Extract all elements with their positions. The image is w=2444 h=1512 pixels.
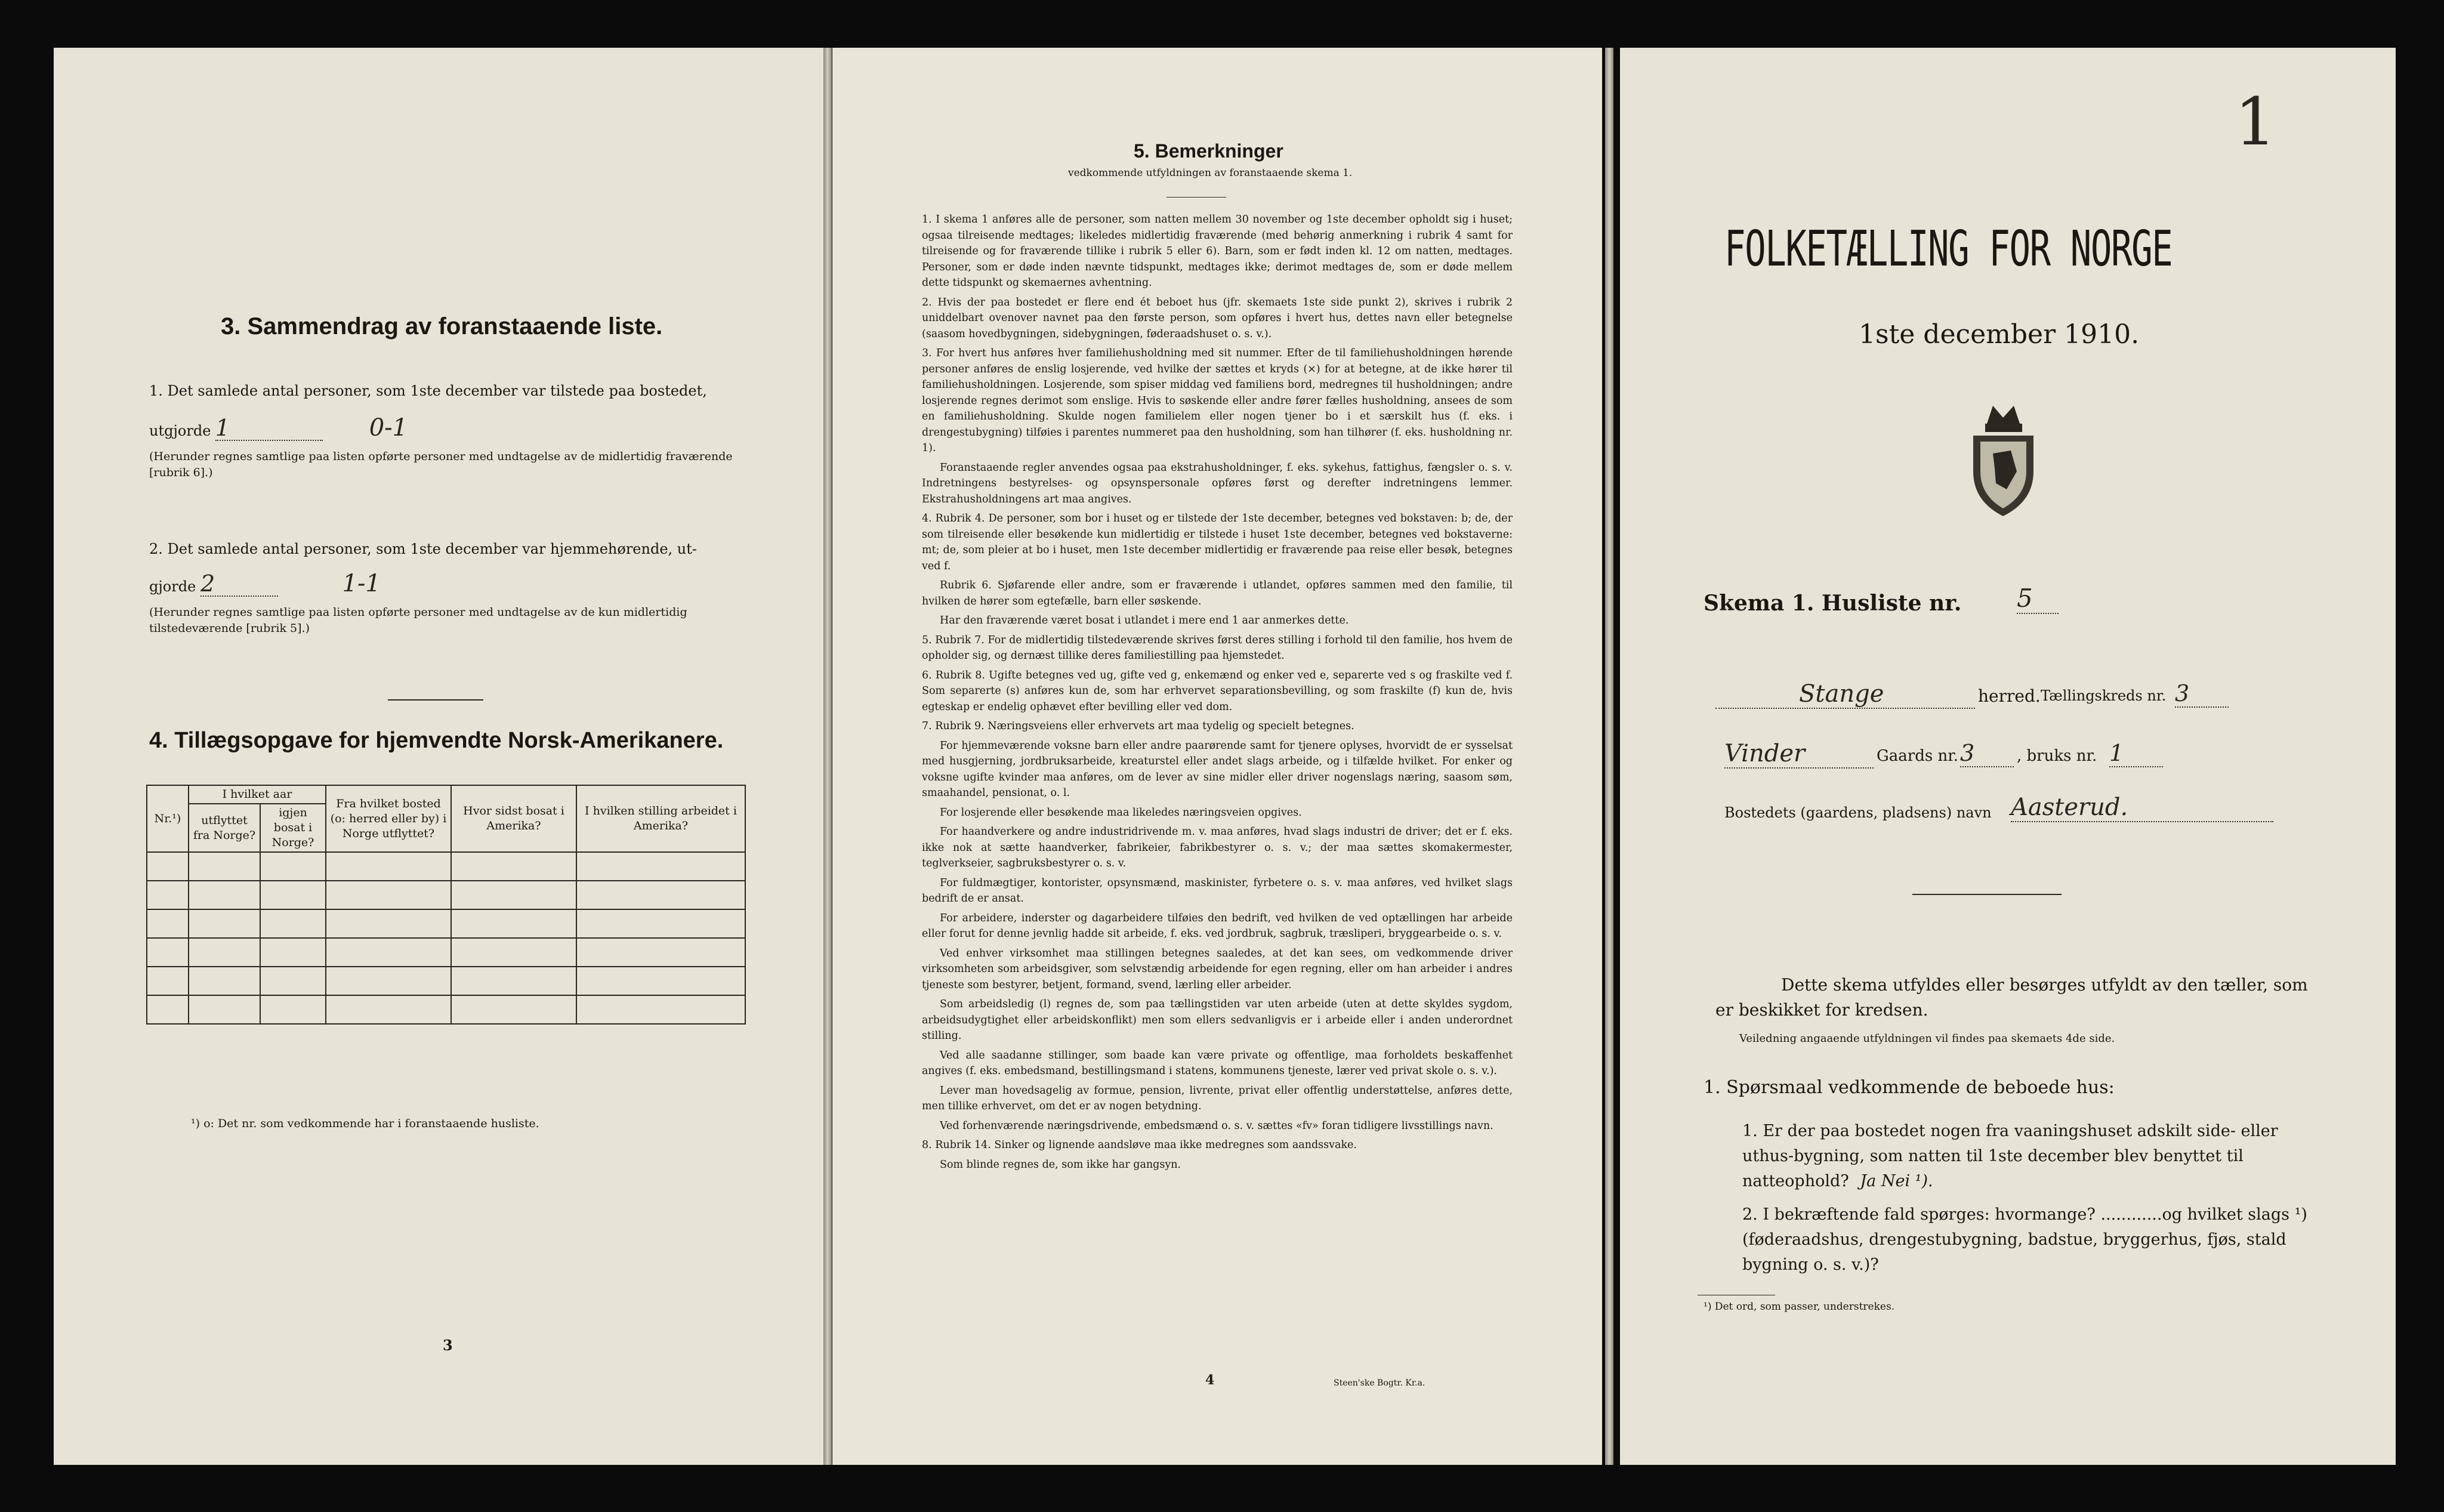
remark-item: Som blinde regnes de, som ikke har gangsyn. xyxy=(940,1158,1181,1171)
remark-item: 7. Rubrik 9. Næringsveiens eller erhvervets art maa tydelig og specielt betegnes. xyxy=(922,720,1354,732)
table-row xyxy=(147,938,745,967)
herred-label: herred. xyxy=(1978,686,2041,706)
question-heading: 1. Spørsmaal vedkommende de beboede hus: xyxy=(1704,1077,2115,1098)
section4-title: 4. Tillægsopgave for hjemvendte Norsk-Amerikanere. xyxy=(149,728,724,753)
guidance-text: Veiledning angaaende utfyldningen vil findes paa skemaets 4de side. xyxy=(1739,1032,2115,1045)
summary-q2-value[interactable]: 2 xyxy=(200,572,278,597)
gaards-value[interactable]: 3 xyxy=(1960,740,2014,767)
gaard-name-field[interactable]: Vinder xyxy=(1724,740,1874,769)
remark-item: Rubrik 6. Sjøfarende eller andre, som er fraværende i utlandet, opføres sammen med den familie, til hvilken de hører som egtefælle, barn eller søskende. xyxy=(922,579,1513,607)
remark-item: For arbeidere, inderster og dagarbeidere tilføies den bedrift, ved hvilken de ved optællingen har arbeide eller forut for denne jevnlig hadde sit arbeide, f. eks. ved jordbruk, sagbruk, træsliperi, bryggearbeide o. s. v. xyxy=(922,912,1513,940)
main-title: FOLKETÆLLING FOR NORGE xyxy=(1724,221,2173,277)
remarks-list xyxy=(922,212,1513,1176)
remark-item: 2. Hvis der paa bostedet er flere end ét beboet hus (jfr. skemaets 1ste side punkt 2), skrives i rubrik 2 uniddelbart ovenover navnet paa den første person, som opføres i hvert hus, dettes navn eller betegnelse (saasom hovedbygningen, sidebygningen, føderaadshuset o. s. v.). xyxy=(922,296,1513,340)
col-last-lived: Hvor sidst bosat i Amerika? xyxy=(451,785,576,852)
col-occupation: I hvilken stilling arbeidet i Amerika? xyxy=(576,785,745,852)
kreds-label: Tællingskreds nr. xyxy=(2041,687,2167,704)
schema-label: Skema 1. Husliste nr. xyxy=(1704,591,1962,616)
summary-q1-handwritten: 0-1 xyxy=(369,414,408,442)
remark-item: For fuldmægtiger, kontorister, opsynsmænd, maskinister, fyrbetere o. s. v. maa anføres, ved hvilket slags bedrift de er ansat. xyxy=(922,877,1513,905)
page-number-middle: 4 xyxy=(1205,1372,1215,1388)
remark-item: 4. Rubrik 4. De personer, som bor i huset og er tilstede der 1ste december, betegnes ved bokstaven: b; de, der som tilreisende eller besøkende kun midlertidig er tilstede i huset 1ste december, betegnes ved bokstaverne: mt; de, som pleier at bo i huset, men 1ste december midlertidig er fraværende paa reise eller besøk, betegnes ved f. xyxy=(922,513,1513,572)
table-row xyxy=(147,909,745,938)
census-date: 1ste december 1910. xyxy=(1859,319,2140,350)
book-spine xyxy=(1605,48,1613,1465)
question-2: 2. I bekræftende fald spørges: hvormange? ............og hvilket slags ¹) (føderaadshus, drengestubygning, badstue, bryggerhus, fjøs, stald bygning o. s. v.)? xyxy=(1742,1205,2307,1274)
remark-item: Lever man hovedsagelig av formue, pension, livrente, privat eller offentlig understøttelse, anføres dette, men tillike erhvervet, om det er av nogen betydning. xyxy=(922,1084,1513,1112)
question-1-answer[interactable]: Ja Nei ¹). xyxy=(1860,1172,1933,1190)
bruks-label: , bruks nr. xyxy=(2017,747,2097,765)
remark-item: Ved alle saadanne stillinger, som baade kan være private og offentlige, maa forholdets beskaffenhet angives (f. eks. embedsmand, bestillingsmand i statens, kommunens tjeneste, lærer ved privat skole o. s. v.). xyxy=(922,1049,1513,1077)
remark-item: 6. Rubrik 8. Ugifte betegnes ved ug, gifte ved g, enkemænd og enker ved e, separerte ved s og fraskilte ved f. Som separerte (s) anføres kun de, som har erhvervet separationsbevilling, og som fraskilte (f) kun de, hvis egteskap er endelig ophævet efter bevilling eller ved dom. xyxy=(922,669,1513,713)
remark-item: Som arbeidsledig (l) regnes de, som paa tællingstiden var uten arbeide (uten at dette skyldes sygdom, arbeidsudygtighet eller arbeidskonflikt) men som ellers sedvanligvis er i arbeide eller i anden underordnet stilling. xyxy=(922,998,1513,1042)
table-row xyxy=(147,995,745,1024)
question-1 xyxy=(1742,1119,2315,1194)
remark-item: For hjemmeværende voksne barn eller andre paarørende samt for tjenere oplyses, hvorvidt de er sysselsat med husgjerning, jordbruksarbeide, kreaturstel eller andet slags arbeide, og i tilfælde hvilket. For enker og voksne ugifte kvinder maa anføres, om de lever av sine midler eller driver nogenslags næring, saasom søm, smaahandel, pensionat, o. l. xyxy=(922,739,1513,799)
summary-q2-handwritten: 1-1 xyxy=(342,570,381,597)
summary-q1-note: (Herunder regnes samtlige paa listen opførte personer med undtagelse av de midlertidig fraværende [rubrik 6].) xyxy=(149,450,733,479)
col-returned: igjen bosat i Norge? xyxy=(260,804,326,852)
col-which-year: I hvilket aar xyxy=(189,785,326,804)
remarks-title: 5. Bemerkninger xyxy=(1134,140,1283,162)
gaards-label: Gaards nr. xyxy=(1877,747,1959,765)
divider xyxy=(388,699,483,701)
table-row xyxy=(147,881,745,909)
table-row xyxy=(147,852,745,881)
remark-item: Foranstaaende regler anvendes ogsaa paa ekstrahusholdninger, f. eks. sykehus, fattighus, fængsler o. s. v. Indretningens bestyrelses- og opsynspersonale opføres først og derefter indretningens lemmer. Ekstrahusholdningens art maa angives. xyxy=(922,461,1513,505)
corner-number: 1 xyxy=(2235,84,2276,160)
summary-q2-text: 2. Det samlede antal personer, som 1ste december var hjemmehørende, ut- xyxy=(149,541,697,557)
norsk-amerikaner-table xyxy=(146,785,746,1025)
herred-field[interactable]: Stange xyxy=(1715,680,1975,709)
ornament-divider xyxy=(1912,894,2062,895)
kreds-value[interactable]: 3 xyxy=(2175,680,2229,708)
section3-title: 3. Sammendrag av foranstaaende liste. xyxy=(221,313,663,340)
right-page xyxy=(1620,48,2396,1465)
summary-q1-text: 1. Det samlede antal personer, som 1ste december var tilstede paa bostedet, xyxy=(149,382,707,399)
remark-item: 3. For hvert hus anføres hver familiehusholdning med sit nummer. Efter de til familiehusholdningen hørende personer anføres de enslig losjerende, ved hvilke der sættes et kryds (×) for at betegne, at de ikke hører til familiehusholdningen. Losjerende, som spiser middag ved familiens bord, medregnes til husholdningen; andre losjerende regnes derimot som enslige. Hvis to søskende eller andre fører fælles husholdning, ansees de som en familiehusholdning. Skulde nogen familielem eller nogen tjener bo i et særskilt hus (f. eks. i drengestubygning) tilføies i parentes nummeret paa den husholdning, som han tilhører (f. eks. husholdning nr. 1). xyxy=(922,347,1513,454)
col-from-where: Fra hvilket bosted (o: herred eller by) i Norge utflyttet? xyxy=(326,785,451,852)
remarks-subtitle: vedkommende utfyldningen av foranstaaende skema 1. xyxy=(1068,167,1353,179)
book-spine xyxy=(823,48,832,1465)
remark-item: For losjerende eller besøkende maa likeledes næringsveien opgives. xyxy=(940,806,1302,819)
summary-q1-value[interactable]: 1 xyxy=(215,416,323,441)
remark-item: For haandverkere og andre industridrivende m. v. maa anføres, hvad slags industri de driver; det er f. eks. ikke nok at sætte haandverker, fabrikeier, fabrikbestyrer o. s. v.; der maa sættes skomakermester, teglverkseier, sagbruksbestyrer o. s. v. xyxy=(922,826,1513,869)
table-footnote: ¹) o: Det nr. som vedkommende har i foranstaaende husliste. xyxy=(191,1117,539,1130)
page-number-left: 3 xyxy=(443,1337,453,1354)
remark-item: 8. Rubrik 14. Sinker og lignende aandsløve maa ikke medregnes som aandssvake. xyxy=(922,1139,1357,1151)
summary-q2-note: (Herunder regnes samtlige paa listen opførte personer med undtagelse av de kun midlertidig tilstedeværende [rubrik 5].) xyxy=(149,606,687,635)
left-page xyxy=(54,48,823,1465)
col-emigrated: utflyttet fra Norge? xyxy=(189,804,260,852)
divider xyxy=(1167,197,1226,198)
question-1-text: 1. Er der paa bostedet nogen fra vaaningshuset adskilt side- eller uthus-bygning, som natten til 1ste december blev benyttet til natteophold? xyxy=(1742,1122,2278,1190)
col-nr: Nr.¹) xyxy=(147,785,189,852)
remark-item: Ved forhenværende næringsdrivende, embedsmænd o. s. v. sættes «fv» foran tidligere livsstillings navn. xyxy=(940,1119,1493,1132)
remark-item: 1. I skema 1 anføres alle de personer, som natten mellem 30 november og 1ste december opholdt sig i huset; ogsaa tilreisende medtages; likeledes midlertidig fraværende (med behørig anmerkning i rubrik 4 samt for tilreisende og for fraværende tillike i rubrik 5 eller 6). Barn, som er født inden kl. 12 om natten, medtages. Personer, som er døde inden nævnte tidspunkt, medtages ikke; derimot medtages de, som er døde mellem dette tidspunkt og skemaernes avhentning. xyxy=(922,214,1513,289)
summary-q2-prefix: gjorde xyxy=(149,578,196,595)
printer-mark: Steen'ske Bogtr. Kr.a. xyxy=(1334,1378,1425,1388)
summary-q1 xyxy=(149,379,758,481)
instruction-text: Dette skema utfyldes eller besørges utfyldt av den tæller, som er beskikket for kredsen. xyxy=(1715,975,2308,1020)
table-row xyxy=(147,967,745,995)
middle-page xyxy=(832,48,1602,1465)
coat-of-arms-icon xyxy=(1960,400,2047,519)
footnote: ¹) Det ord, som passer, understrekes. xyxy=(1704,1301,1895,1313)
summary-q1-prefix: utgjorde xyxy=(149,422,211,439)
husliste-nr-value[interactable]: 5 xyxy=(2017,584,2059,614)
remark-item: Ved enhver virksomhet maa stillingen betegnes saaledes, at det kan sees, om vedkommende driver virksomheten som arbeidsgiver, som selvstændig arbeidende for egen regning, eller om han arbeider i andres tjeneste som bestyrer, betjent, formand, svend, lærling eller arbeider. xyxy=(922,947,1513,991)
summary-q2 xyxy=(149,537,758,637)
bosted-label: Bostedets (gaardens, pladsens) navn xyxy=(1724,804,1992,821)
bosted-value[interactable]: Aasterud. xyxy=(2011,794,2273,822)
remark-item: 5. Rubrik 7. For de midlertidig tilstedeværende skrives først deres stilling i forhold til den familie, hos hvem de opholder sig, og dernæst tillike deres familiestilling paa hjemstedet. xyxy=(922,634,1513,662)
bruks-value[interactable]: 1 xyxy=(2109,740,2163,767)
remark-item: Har den fraværende været bosat i utlandet i mere end 1 aar anmerkes dette. xyxy=(940,615,1349,627)
